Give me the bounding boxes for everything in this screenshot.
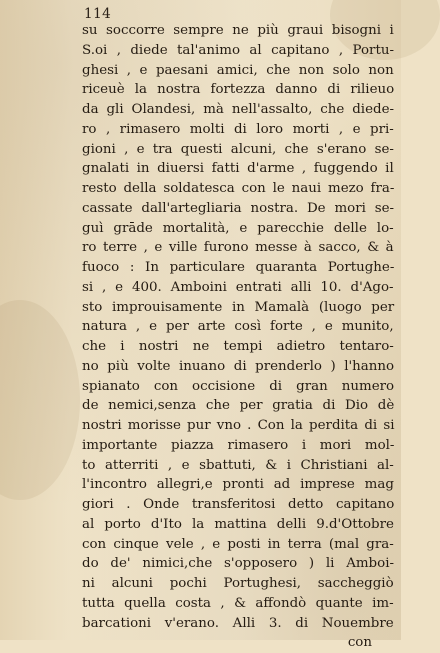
catchword: con	[347, 635, 372, 651]
paper-stain	[0, 300, 80, 500]
text-line: giori . Onde transferitosi detto capitano	[82, 497, 395, 512]
text-line: si , e 400. Amboini entrati alli 10. d'Ago-	[82, 279, 394, 295]
text-line: to atterriti , e sbattuti, & i Christiani al-	[82, 457, 394, 473]
text-line: gnalati in diuersi fatti d'arme , fuggendo il	[82, 161, 394, 177]
text-line: da gli Olandesi, mà nell'assalto, che diede-	[82, 102, 395, 117]
text-line: cassate dall'artegliaria nostra. De mori se-	[82, 200, 395, 216]
text-line: ghesi , e paesani amici, che non solo non	[82, 62, 394, 78]
text-line: natura , e per arte così forte , e munito,	[82, 319, 394, 335]
text-line: l'incontro allegri,e pronti ad imprese mag	[82, 477, 394, 493]
text-line: de nemici,senza che per gratia di Dio dè	[82, 398, 395, 414]
text-line: ni alcuni pochi Portughesi, saccheggiò	[82, 576, 394, 591]
text-line: che i nostri ne tempi adietro tentaro-	[82, 339, 394, 354]
text-line: tutta quella costa , & affondò quante im-	[82, 595, 394, 611]
page-number: 114	[84, 6, 112, 22]
text-line: spianato con occisione di gran numero	[82, 378, 395, 394]
text-line: ro , rimasero molti di loro morti , e pri-	[82, 121, 394, 137]
text-line: guì grāde mortalità, e parecchie delle lo-	[82, 220, 394, 236]
text-line: su soccorre sempre ne più graui bisogni i	[82, 23, 394, 38]
text-line: resto della soldatesca con le naui mezo fra-	[82, 181, 395, 196]
text-line: con cinque vele , e posti in terra (mal gra-	[82, 536, 394, 552]
text-line: do de' nimici,che s'opposero ) li Amboi-	[82, 556, 395, 572]
text-line: barcationi v'erano. Alli 3. di Nouembre	[82, 615, 394, 631]
text-line: no più volte inuano di prenderlo ) l'hanno	[82, 358, 395, 374]
text-line: importante piazza rimasero i mori mol-	[82, 437, 395, 453]
text-line: fuoco : In particulare quaranta Portughe-	[82, 260, 395, 275]
text-line: gioni , e tra questi alcuni, che s'erano se-	[82, 141, 394, 157]
text-line: ro terre , e ville furono messe à sacco, & à	[82, 240, 394, 256]
text-line: riceuè la nostra fortezza danno di rilieuo	[82, 82, 395, 98]
text-line: nostri morisse pur vno . Con la perdita di si	[82, 418, 395, 433]
text-line: S.oi , diede tal'animo al capitano , Portu-	[82, 42, 394, 58]
text-line: sto improuisamente in Mamalà (luogo per	[82, 299, 395, 315]
text-line: al porto d'Ito la mattina delli 9.d'Ottobre	[82, 516, 394, 532]
body-text	[82, 21, 394, 653]
